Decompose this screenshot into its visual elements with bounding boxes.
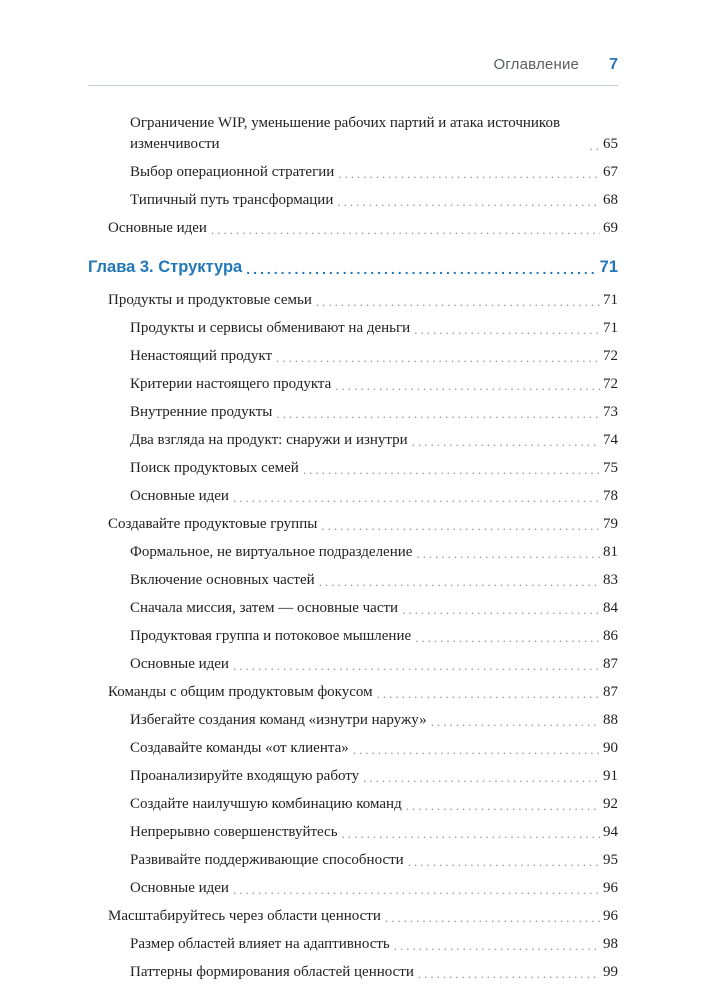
toc-entry-row	[88, 570, 618, 591]
dot-leader	[338, 165, 600, 183]
dot-leader	[335, 377, 600, 395]
toc-entry-title: Развивайте поддерживающие способности	[130, 852, 404, 869]
toc-entry-title: Создайте наилучшую комбинацию команд	[130, 796, 402, 813]
toc-entry-title: Критерии настоящего продукта	[130, 376, 332, 393]
toc-entry-row	[88, 794, 618, 815]
dot-leader	[363, 769, 600, 787]
toc-entry-title: Ограничение WIP, уменьшение рабочих партий и атака источников изменчивости	[130, 115, 561, 152]
toc-entry-title: Ненастоящий продукт	[130, 348, 273, 365]
toc-entry-row	[88, 598, 618, 619]
toc-entry-page: 72	[603, 348, 618, 365]
dot-leader	[319, 573, 600, 591]
dot-leader	[590, 137, 600, 155]
dot-leader	[418, 965, 600, 983]
toc-entry-page: 96	[603, 880, 618, 897]
toc-entry-title: Создавайте команды «от клиента»	[130, 740, 349, 757]
dot-leader	[233, 657, 600, 675]
toc-chapter-row	[88, 256, 618, 279]
header-page-number: 7	[609, 56, 618, 73]
toc-entry-title: Глава 3. Структура	[88, 258, 243, 276]
toc-list	[88, 113, 618, 983]
toc-entry-page: 99	[603, 964, 618, 981]
header-title: Оглавление	[493, 56, 580, 73]
dot-leader	[246, 260, 596, 280]
dot-leader	[394, 937, 600, 955]
toc-entry-page: 83	[603, 572, 618, 589]
toc-entry-row	[88, 290, 618, 311]
dot-leader	[402, 601, 600, 619]
toc-entry-title: Основные идеи	[130, 880, 229, 897]
toc-entry-page: 71	[603, 320, 618, 337]
toc-entry-page: 87	[603, 684, 618, 701]
toc-entry-page: 78	[603, 488, 618, 505]
toc-entry-row	[88, 878, 618, 899]
toc-entry-page: 96	[603, 908, 618, 925]
toc-entry-title: Основные идеи	[108, 220, 207, 236]
toc-entry-title: Команды с общим продуктовым фокусом	[108, 684, 373, 701]
dot-leader	[303, 461, 600, 479]
toc-entry-row	[88, 113, 618, 155]
toc-entry-title: Включение основных частей	[130, 572, 315, 589]
toc-entry-row	[88, 962, 618, 983]
header-rule	[88, 85, 618, 86]
dot-leader	[233, 489, 600, 507]
toc-entry-row	[88, 738, 618, 759]
toc-entry-row	[88, 822, 618, 843]
toc-entry-page: 67	[603, 164, 618, 180]
dot-leader	[416, 545, 600, 563]
toc-entry-row	[88, 318, 618, 339]
toc-entry-row	[88, 190, 618, 211]
toc-entry-row	[88, 486, 618, 507]
toc-entry-title: Размер областей влияет на адаптивность	[130, 936, 390, 953]
toc-entry-page: 72	[603, 376, 618, 393]
dot-leader	[337, 193, 600, 211]
toc-entry-title: Сначала миссия, затем — основные части	[130, 600, 399, 617]
toc-entry-page: 79	[603, 516, 618, 533]
dot-leader	[276, 349, 600, 367]
toc-entry-title: Типичный путь трансформации	[130, 192, 334, 208]
toc-entry-title: Поиск продуктовых семей	[130, 460, 299, 477]
toc-entry-title: Масштабируйтесь через области ценности	[108, 908, 381, 925]
toc-entry-title: Два взгляда на продукт: снаружи и изнутри	[130, 432, 408, 449]
toc-entry-title: Паттерны формирования областей ценности	[130, 964, 414, 981]
toc-entry-page: 74	[603, 432, 618, 449]
toc-entry-row	[88, 682, 618, 703]
dot-leader	[321, 517, 600, 535]
toc-entry-title: Продуктовая группа и потоковое мышление	[130, 628, 412, 645]
toc-entry-row	[88, 374, 618, 395]
toc-entry-title: Избегайте создания команд «изнутри наружу»	[130, 712, 427, 729]
toc-entry-title: Непрерывно совершенствуйтесь	[130, 824, 338, 841]
toc-entry-row	[88, 514, 618, 535]
toc-entry-page: 73	[603, 404, 618, 421]
toc-entry-row	[88, 162, 618, 183]
toc-entry-title: Основные идеи	[130, 488, 229, 505]
toc-entry-page: 98	[603, 936, 618, 953]
dot-leader	[377, 685, 600, 703]
toc-entry-row	[88, 430, 618, 451]
toc-entry-page: 92	[603, 796, 618, 813]
toc-entry-title: Проанализируйте входящую работу	[130, 768, 360, 785]
toc-entry-page: 86	[603, 628, 618, 645]
dot-leader	[408, 853, 600, 871]
toc-entry-row	[88, 626, 618, 647]
toc-entry-page: 88	[603, 712, 618, 729]
toc-entry-row	[88, 934, 618, 955]
dot-leader	[211, 221, 600, 239]
toc-entry-title: Основные идеи	[130, 656, 229, 673]
toc-entry-row	[88, 850, 618, 871]
toc-entry-title: Создавайте продуктовые группы	[108, 516, 318, 533]
toc-entry-row	[88, 766, 618, 787]
toc-entry-page: 95	[603, 852, 618, 869]
toc-entry-page: 71	[599, 258, 618, 276]
toc-entry-page: 84	[603, 600, 618, 617]
dot-leader	[342, 825, 600, 843]
toc-entry-title: Формальное, не виртуальное подразделение	[130, 544, 413, 561]
dot-leader	[414, 321, 600, 339]
dot-leader	[316, 293, 600, 311]
toc-entry-page: 65	[603, 136, 618, 152]
toc-entry-row	[88, 906, 618, 927]
toc-entry-row	[88, 654, 618, 675]
toc-entry-row	[88, 710, 618, 731]
toc-entry-row	[88, 458, 618, 479]
dot-leader	[431, 713, 600, 731]
toc-entry-row	[88, 542, 618, 563]
toc-entry-title: Внутренние продукты	[130, 404, 273, 421]
dot-leader	[412, 433, 600, 451]
toc-entry-title: Продукты и сервисы обменивают на деньги	[130, 320, 411, 337]
toc-entry-page: 69	[603, 220, 618, 236]
dot-leader	[233, 881, 600, 899]
dot-leader	[385, 909, 600, 927]
toc-entry-page: 71	[603, 292, 618, 309]
toc-entry-page: 68	[603, 192, 618, 208]
toc-entry-title: Выбор операционной стратегии	[130, 164, 335, 180]
dot-leader	[276, 405, 600, 423]
toc-entry-page: 75	[603, 460, 618, 477]
toc-entry-title: Продукты и продуктовые семьи	[108, 292, 312, 309]
toc-entry-page: 91	[603, 768, 618, 785]
page-header	[88, 56, 618, 74]
toc-entry-row	[88, 346, 618, 367]
dot-leader	[406, 797, 600, 815]
toc-entry-page: 87	[603, 656, 618, 673]
toc-entry-page: 81	[603, 544, 618, 561]
dot-leader	[353, 741, 600, 759]
toc-entry-page: 94	[603, 824, 618, 841]
toc-entry-page: 90	[603, 740, 618, 757]
toc-entry-row	[88, 402, 618, 423]
dot-leader	[415, 629, 600, 647]
toc-entry-row	[88, 218, 618, 239]
